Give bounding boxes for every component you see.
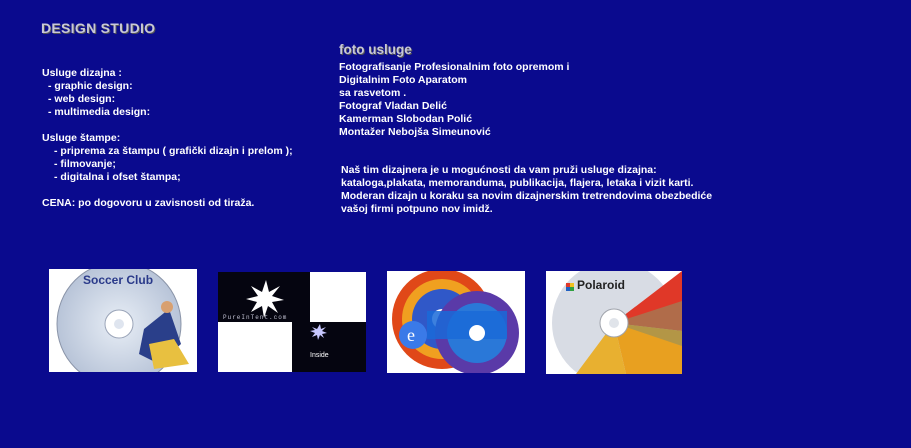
- price-note: CENA: po dogovoru u zavisnosti od tiraža.: [42, 197, 255, 209]
- site-title: DESIGN STUDIO: [41, 20, 156, 36]
- photo-services-text: [339, 61, 759, 139]
- print-service-item: - digitalna i ofset štampa;: [54, 171, 181, 183]
- print-services-heading: Usluge štampe:: [42, 132, 121, 144]
- cd-label: Soccer Club: [83, 273, 154, 287]
- design-service-item: - multimedia design:: [48, 106, 151, 118]
- cd-thumbnail-soccer-club[interactable]: [49, 269, 197, 372]
- design-service-item: - graphic design:: [48, 80, 133, 92]
- cd-thumbnail-colorful[interactable]: [387, 271, 525, 373]
- team-line: vašoj firmi potpuno nov imidž.: [341, 203, 493, 215]
- design-services-heading: Usluge dizajna :: [42, 67, 122, 79]
- cd-disc-image: [387, 271, 525, 373]
- photo-line: Kamerman Slobodan Polić: [339, 113, 473, 125]
- star-logo-icon: [218, 272, 366, 372]
- team-line: Naš tim dizajnera je u mogućnosti da vam pruži usluge dizajna:: [341, 164, 657, 176]
- print-service-item: - filmovanje;: [54, 158, 116, 170]
- print-service-item: - priprema za štampu ( grafički dizajn i prelom );: [54, 145, 293, 157]
- cd-caption: Inside: [310, 352, 329, 359]
- cd-brand: PureInTent.com: [223, 314, 288, 321]
- photo-services-heading: foto usluge: [339, 42, 412, 57]
- photo-line: Montažer Nebojša Simeunović: [339, 126, 491, 138]
- photo-line: Fotografisanje Profesionalnim foto opremom i: [339, 61, 570, 73]
- photo-line: Fotograf Vladan Delić: [339, 100, 447, 112]
- svg-text:e: e: [407, 325, 415, 345]
- photo-line: Digitalnim Foto Aparatom: [339, 74, 467, 86]
- photo-line: sa rasvetom .: [339, 87, 407, 99]
- team-line: kataloga,plakata, memoranduma, publikacija, flajera, letaka i vizit karti.: [341, 177, 694, 189]
- cd-thumbnail-polaroid[interactable]: [546, 271, 682, 374]
- cd-thumbnail-pureintent[interactable]: [218, 272, 366, 372]
- design-service-item: - web design:: [48, 93, 116, 105]
- services-column: [42, 67, 342, 210]
- cd-brand: Polaroid: [577, 278, 626, 292]
- design-team-text: [341, 164, 761, 216]
- team-line: Moderan dizajn u koraku sa novim dizajnerskim tretrendovima obezbediće: [341, 190, 713, 202]
